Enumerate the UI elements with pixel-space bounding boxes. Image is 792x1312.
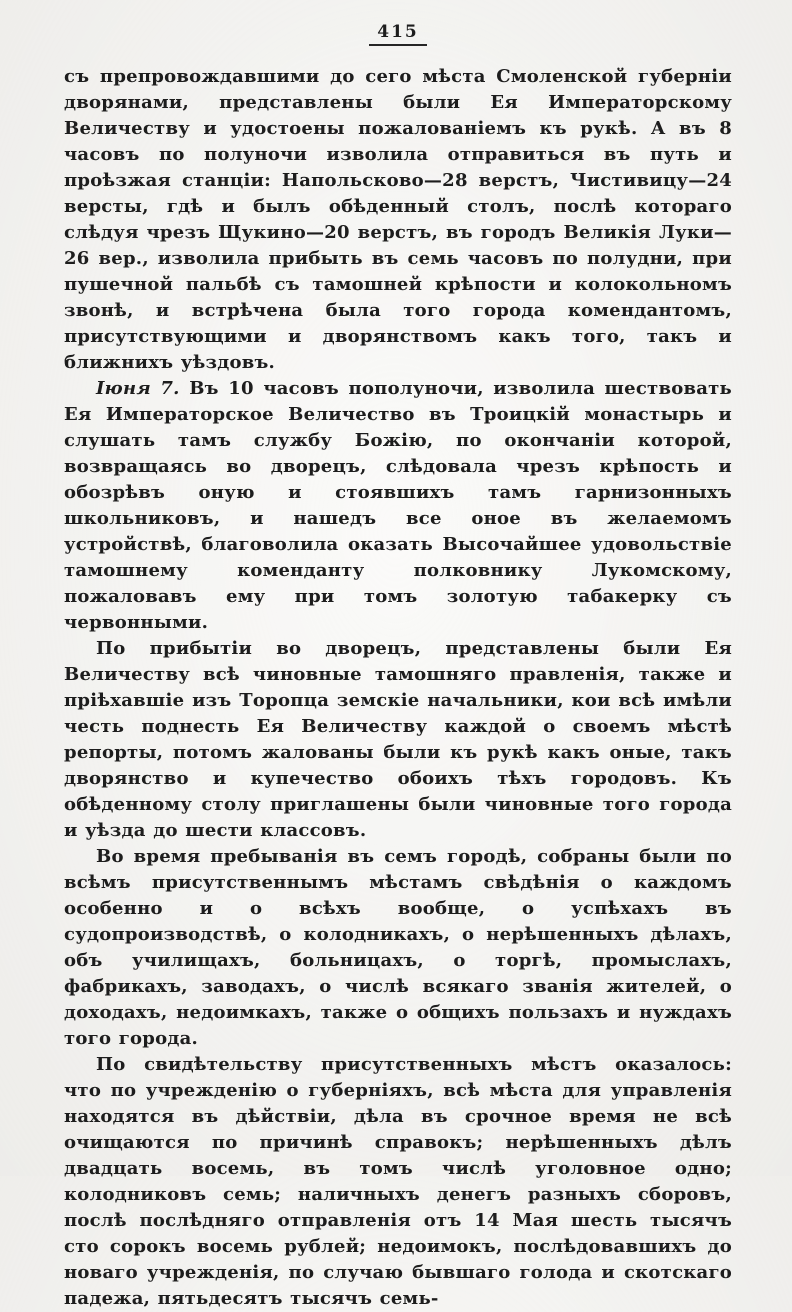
page-number: 415: [377, 22, 419, 42]
page-number-rule: [369, 44, 427, 46]
paragraph: Во время пребыванія въ семъ городѣ, собраны были по всѣмъ присутственнымъ мѣстамъ свѣдѣнія о каждомъ особенно и о всѣхъ вообще, о успѣхахъ въ судопроизводствѣ, о колодникахъ, о нерѣшенныхъ дѣлахъ, объ училищахъ, больницахъ, о торгѣ, промыслахъ, фабрикахъ, заводахъ, о числѣ всякаго званія жителей, о доходахъ, недоимкахъ, также о общихъ пользахъ и нуждахъ того города.: [64, 846, 732, 1049]
date-lead: Іюня 7.: [96, 378, 180, 399]
text-block: [64, 64, 732, 1312]
page-header: [64, 22, 732, 46]
paragraph: По прибытіи во дворецъ, представлены были Ея Величеству всѣ чиновные тамошняго правленія, также и пріѣхавшіе изъ Торопца земскіе начальники, кои всѣ имѣли честь поднесть Ея Величеству каждой о своемъ мѣстѣ репорты, потомъ жалованы были къ рукѣ какъ оные, такъ дворянство и купечество обоихъ тѣхъ городовъ. Къ обѣденному столу приглашены были чиновные того города и уѣзда до шести классовъ.: [64, 638, 732, 841]
paragraph: съ препровождавшими до сего мѣста Смоленской губерніи дворянами, представлены были Ея Императорскому Величеству и удостоены пожалованіемъ къ рукѣ. А въ 8 часовъ по полуночи изволила отправиться въ путь и проѣзжая станціи: Напольсково—28 верстъ, Чистивицу—24 версты, гдѣ и былъ обѣденный столъ, послѣ котораго слѣдуя чрезъ Щукино—20 верстъ, въ городъ Великія Луки—26 вер., изволила прибыть въ семь часовъ по полудни, при пушечной пальбѣ съ тамошней крѣпости и колокольномъ звонѣ, и встрѣчена была того города комендантомъ, присутствующими и дворянствомъ какъ того, такъ и ближнихъ уѣздовъ.: [64, 66, 732, 373]
paragraph-text: Въ 10 часовъ пополуночи, изволила шествовать Ея Императорское Величество въ Троицкій монастырь и слушать тамъ службу Божію, по окончаніи которой, возвращаясь во дворецъ, слѣдовала чрезъ крѣпость и обозрѣвъ оную и стоявшихъ тамъ гарнизонныхъ школьниковъ, и нашедъ все оное въ желаемомъ устройствѣ, благоволила оказать Высочайшее удовольствіе тамошнему коменданту полковнику Лукомскому, пожаловавъ ему при томъ золотую табакерку съ червонными.: [64, 378, 732, 633]
paragraph: [64, 376, 732, 636]
paragraph: По свидѣтельству присутственныхъ мѣстъ оказалось: что по учрежденію о губерніяхъ, всѣ мѣста для управленія находятся въ дѣйствіи, дѣла въ срочное время не всѣ очищаются по причинѣ справокъ; нерѣшенныхъ дѣлъ двадцать восемь, въ томъ числѣ уголовное одно; колодниковъ семь; наличныхъ денегъ разныхъ сборовъ, послѣ послѣдняго отправленія отъ 14 Мая шесть тысячъ сто сорокъ восемь рублей; недоимокъ, послѣдовавшихъ до новаго учрежденія, по случаю бывшаго голода и скотскаго падежа, пятьдесятъ тысячъ семь-: [64, 1054, 732, 1309]
